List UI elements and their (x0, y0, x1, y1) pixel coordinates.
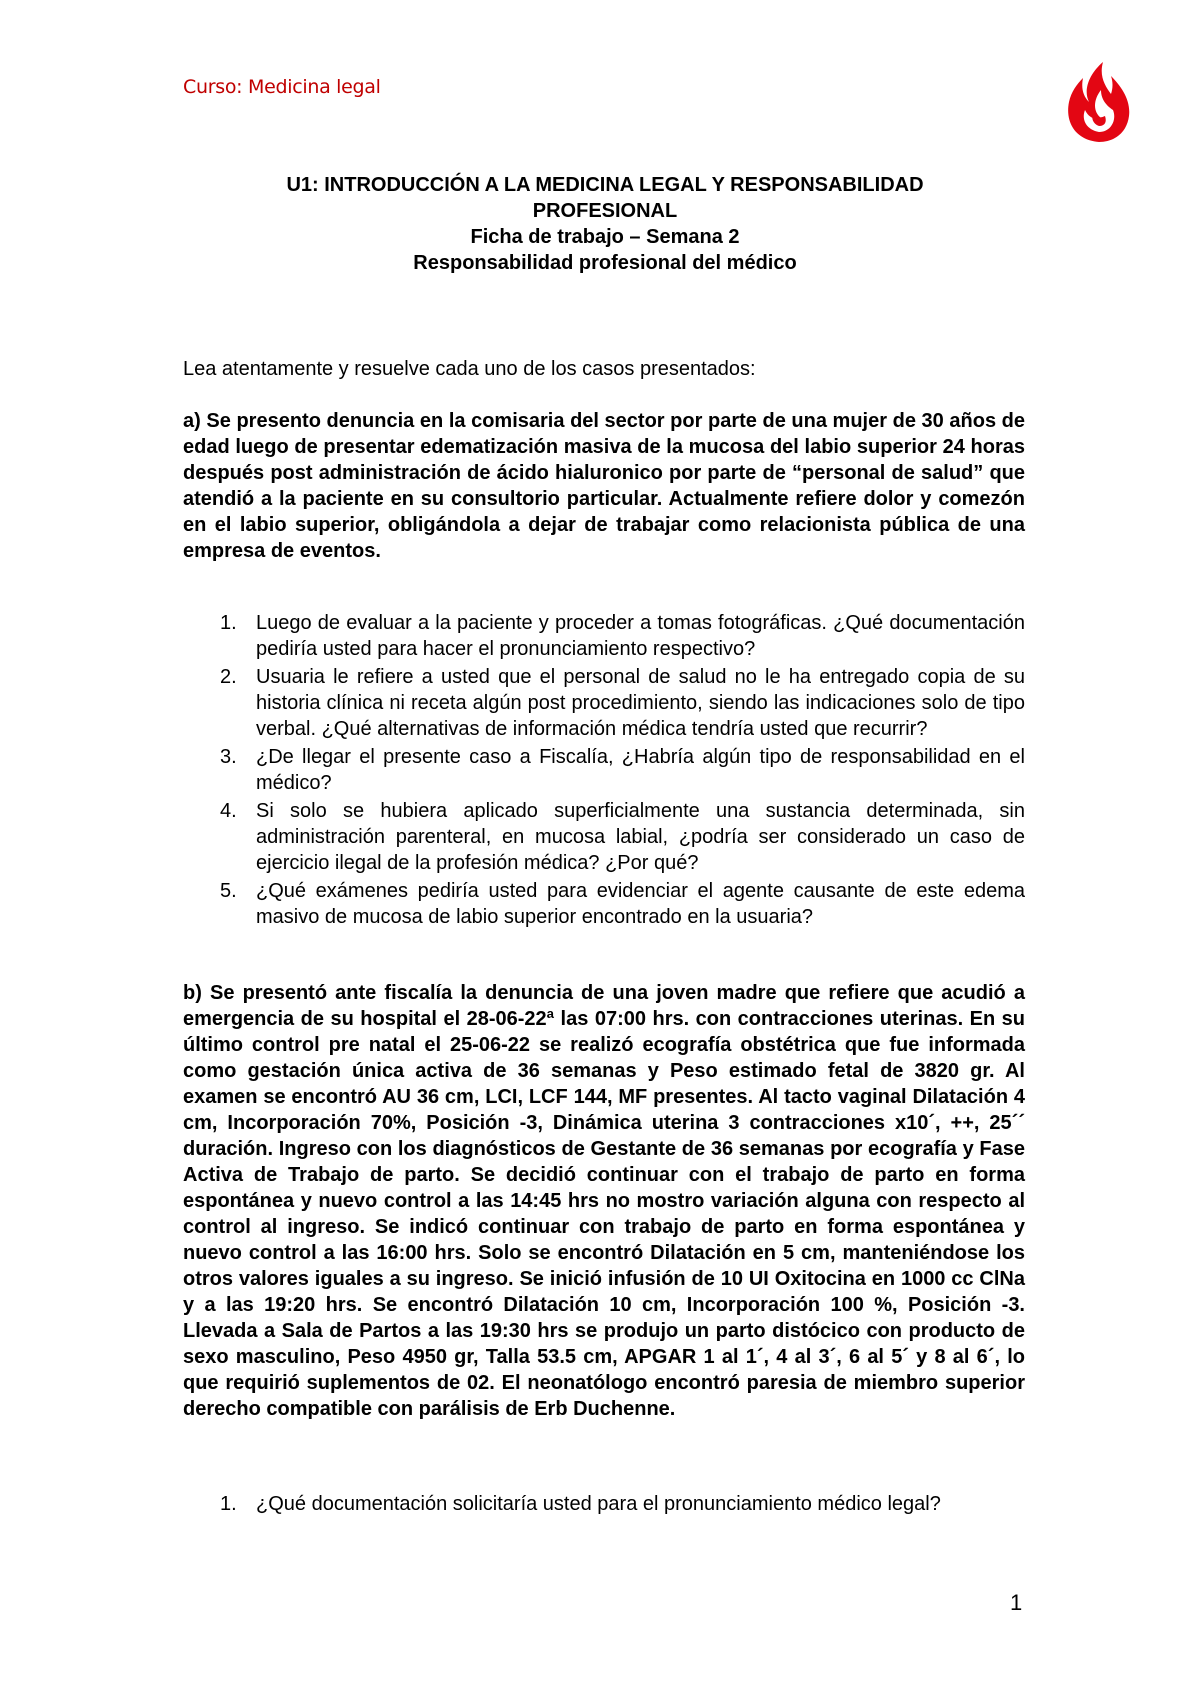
course-label: Curso: Medicina legal (183, 76, 381, 98)
list-item (210, 610, 1025, 662)
case-b-text: Se presentó ante fiscalía la denuncia de una joven madre que refiere que acudió a emergencia de su hospital el 28-06-22ª las 07:00 hrs. con contracciones uterinas. En su último control pre natal el 25-06-22 se realizó ecografía obstétrica que fue informada como gestación única activa de 36 semanas y Peso estimado fetal de 3820 gr. Al examen se encontró AU 36 cm, LCI, LCF 144, MF presentes. Al tacto vaginal Dilatación 4 cm, Incorporación 70%, Posición -3, Dinámica uterina 3 contracciones x10´, ++, 25´´ duración. Ingreso con los diagnósticos de Gestante de 36 semanas por ecografía y Fase Activa de Trabajo de parto. Se decidió continuar con el trabajo de parto en forma espontánea y nuevo control a las 14:45 hrs no mostro variación alguna con respecto al control al ingreso. Se indicó continuar con trabajo de parto en forma espontánea y nuevo control a las 16:00 hrs. Solo se encontró Dilatación en 5 cm, manteniéndose los otros valores iguales a su ingreso. Se inició infusión de 10 UI Oxitocina en 1000 cc ClNa y a las 19:20 hrs. Se encontró Dilatación 10 cm, Incorporación 100 %, Posición -3. Llevada a Sala de Partos a las 19:30 hrs se produjo un parto distócico con producto de sexo masculino, Peso 4950 gr, Talla 53.5 cm, APGAR 1 al 1´, 4 al 3´, 6 al 5´ y 8 al 6´, lo que requirió suplementos de 02. El neonatólogo encontró paresia de miembro superior derecho compatible con parálisis de Erb Duchenne. (183, 982, 1026, 1420)
title-line-4: Responsabilidad profesional del médico (413, 252, 797, 274)
question-number: 4. (220, 800, 237, 822)
question-number: 2. (220, 666, 237, 688)
case-a-label: a) (183, 410, 201, 432)
question-number: 5. (220, 880, 237, 902)
title-line-1: U1: INTRODUCCIÓN A LA MEDICINA LEGAL Y RESPONSABILIDAD (286, 174, 924, 196)
question-text: ¿Qué exámenes pediría usted para evidenciar el agente causante de este edema masivo de mucosa de labio superior encontrado en la usuaria? (256, 880, 1025, 928)
question-text: ¿Qué documentación solicitaría usted para el pronunciamiento médico legal? (256, 1493, 941, 1515)
list-item (210, 664, 1025, 742)
list-item (210, 744, 1025, 796)
case-b-label: b) (183, 982, 202, 1004)
list-item (210, 798, 1025, 876)
page-number: 1 (1010, 1590, 1023, 1615)
question-text: ¿De llegar el presente caso a Fiscalía, ¿Habría algún tipo de responsabilidad en el médico? (256, 746, 1025, 794)
title-line-3: Ficha de trabajo – Semana 2 (470, 226, 740, 248)
question-text: Si solo se hubiera aplicado superficialmente una sustancia determinada, sin administración parenteral, en mucosa labial, ¿podría ser considerado un caso de ejercicio ilegal de la profesión médica? ¿Por qué? (256, 800, 1025, 874)
question-text: Luego de evaluar a la paciente y proceder a tomas fotográficas. ¿Qué documentación pediría usted para hacer el pronunciamiento respectivo? (256, 612, 1025, 660)
case-b-questions (210, 1491, 1025, 1519)
question-number: 1. (220, 612, 237, 634)
case-a (183, 408, 1025, 564)
case-a-text: Se presento denuncia en la comisaria del sector por parte de una mujer de 30 años de edad luego de presentar edematización masiva de la mucosa del labio superior 24 horas después post administración de ácido hialuronico por parte de “personal de salud” que atendió a la paciente en su consultorio particular. Actualmente refiere dolor y comezón en el labio superior, obligándola a dejar de trabajar como relacionista pública de una empresa de eventos. (183, 410, 1025, 562)
case-a-questions (210, 610, 1025, 932)
list-item (210, 878, 1025, 930)
question-number: 3. (220, 746, 237, 768)
upc-flame-logo-icon (1063, 56, 1135, 144)
list-item (210, 1491, 1025, 1517)
case-b (183, 980, 1025, 1422)
document-title (180, 172, 1030, 276)
question-number: 1. (220, 1493, 237, 1515)
question-text: Usuaria le refiere a usted que el personal de salud no le ha entregado copia de su historia clínica ni receta algún post procedimiento, siendo las indicaciones solo de tipo verbal. ¿Qué alternativas de información médica tendría usted que recurrir? (256, 666, 1025, 740)
instructions: Lea atentamente y resuelve cada uno de los casos presentados: (183, 358, 756, 380)
title-line-2: PROFESIONAL (532, 200, 678, 222)
